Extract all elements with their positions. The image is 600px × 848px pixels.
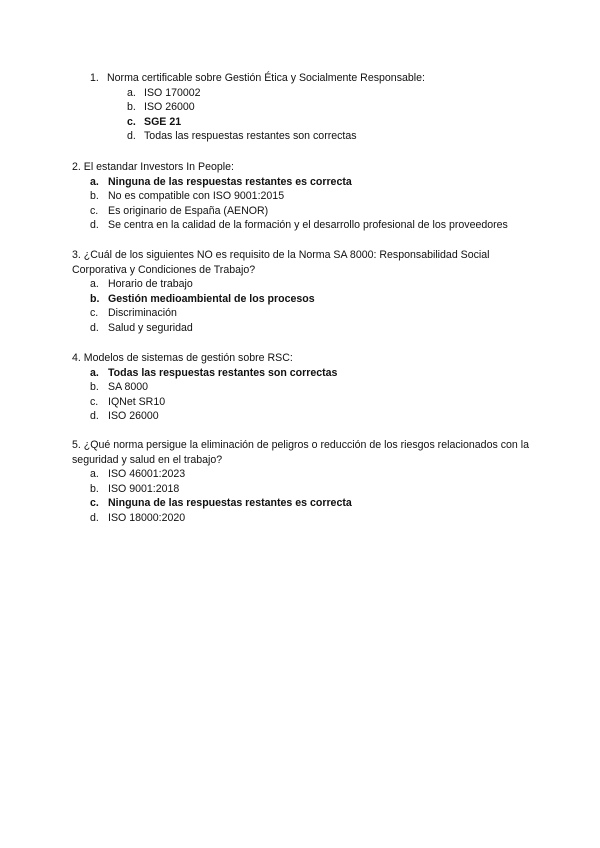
option-c-correct: c. Ninguna de las respuestas restantes es correcta xyxy=(90,497,352,510)
question-text: 4. Modelos de sistemas de gestión sobre RSC: xyxy=(72,352,293,364)
option-c: c. Es originario de España (AENOR) xyxy=(90,204,269,217)
option-b: b. No es compatible con ISO 9001:2015 xyxy=(90,190,285,203)
option-d: d. Salud y seguridad xyxy=(90,321,193,334)
option-b-correct: b. Gestión medioambiental de los procesos xyxy=(90,292,315,305)
options-list xyxy=(72,277,542,335)
option-a: a. ISO 46001:2023 xyxy=(90,468,186,481)
question-2 xyxy=(72,160,542,233)
option-b: b. ISO 26000 xyxy=(127,101,195,114)
option-a: a. Horario de trabajo xyxy=(90,278,193,291)
question-text: 1. Norma certificable sobre Gestión Ética y Socialmente Responsable: xyxy=(90,72,425,84)
option-b: b. ISO 9001:2018 xyxy=(90,482,180,495)
option-d: d. Se centra en la calidad de la formación y el desarrollo profesional de los proveedores xyxy=(90,219,508,232)
option-a-correct: a. Ninguna de las respuestas restantes es correcta xyxy=(90,175,352,188)
option-a: a. ISO 170002 xyxy=(127,86,201,99)
options-list xyxy=(72,86,542,144)
option-a-correct: a. Todas las respuestas restantes son correctas xyxy=(90,366,338,379)
option-c-correct: c. SGE 21 xyxy=(127,115,182,128)
option-c: c. IQNet SR10 xyxy=(90,395,166,408)
option-d: d. ISO 18000:2020 xyxy=(90,511,186,524)
option-c: c. Discriminación xyxy=(90,307,177,320)
question-text: 3. ¿Cuál de los siguientes NO es requisito de la Norma SA 8000: Responsabilidad Social Corporativa y Condiciones de Trabajo? xyxy=(72,249,490,276)
option-d: d. ISO 26000 xyxy=(90,410,159,423)
question-text: 5. ¿Qué norma persigue la eliminación de peligros o reducción de los riesgos relacionados con la seguridad y salud en el trabajo? xyxy=(72,439,529,466)
question-1 xyxy=(72,71,542,144)
question-3 xyxy=(72,248,542,336)
options-list xyxy=(72,175,542,233)
question-number: 1. xyxy=(90,72,99,84)
option-d: d. Todas las respuestas restantes son correctas xyxy=(127,130,357,143)
options-list xyxy=(72,366,542,424)
options-list xyxy=(72,467,542,525)
option-b: b. SA 8000 xyxy=(90,381,149,394)
question-5 xyxy=(72,438,542,526)
question-4 xyxy=(72,351,542,424)
question-text: 2. El estandar Investors In People: xyxy=(72,161,234,173)
